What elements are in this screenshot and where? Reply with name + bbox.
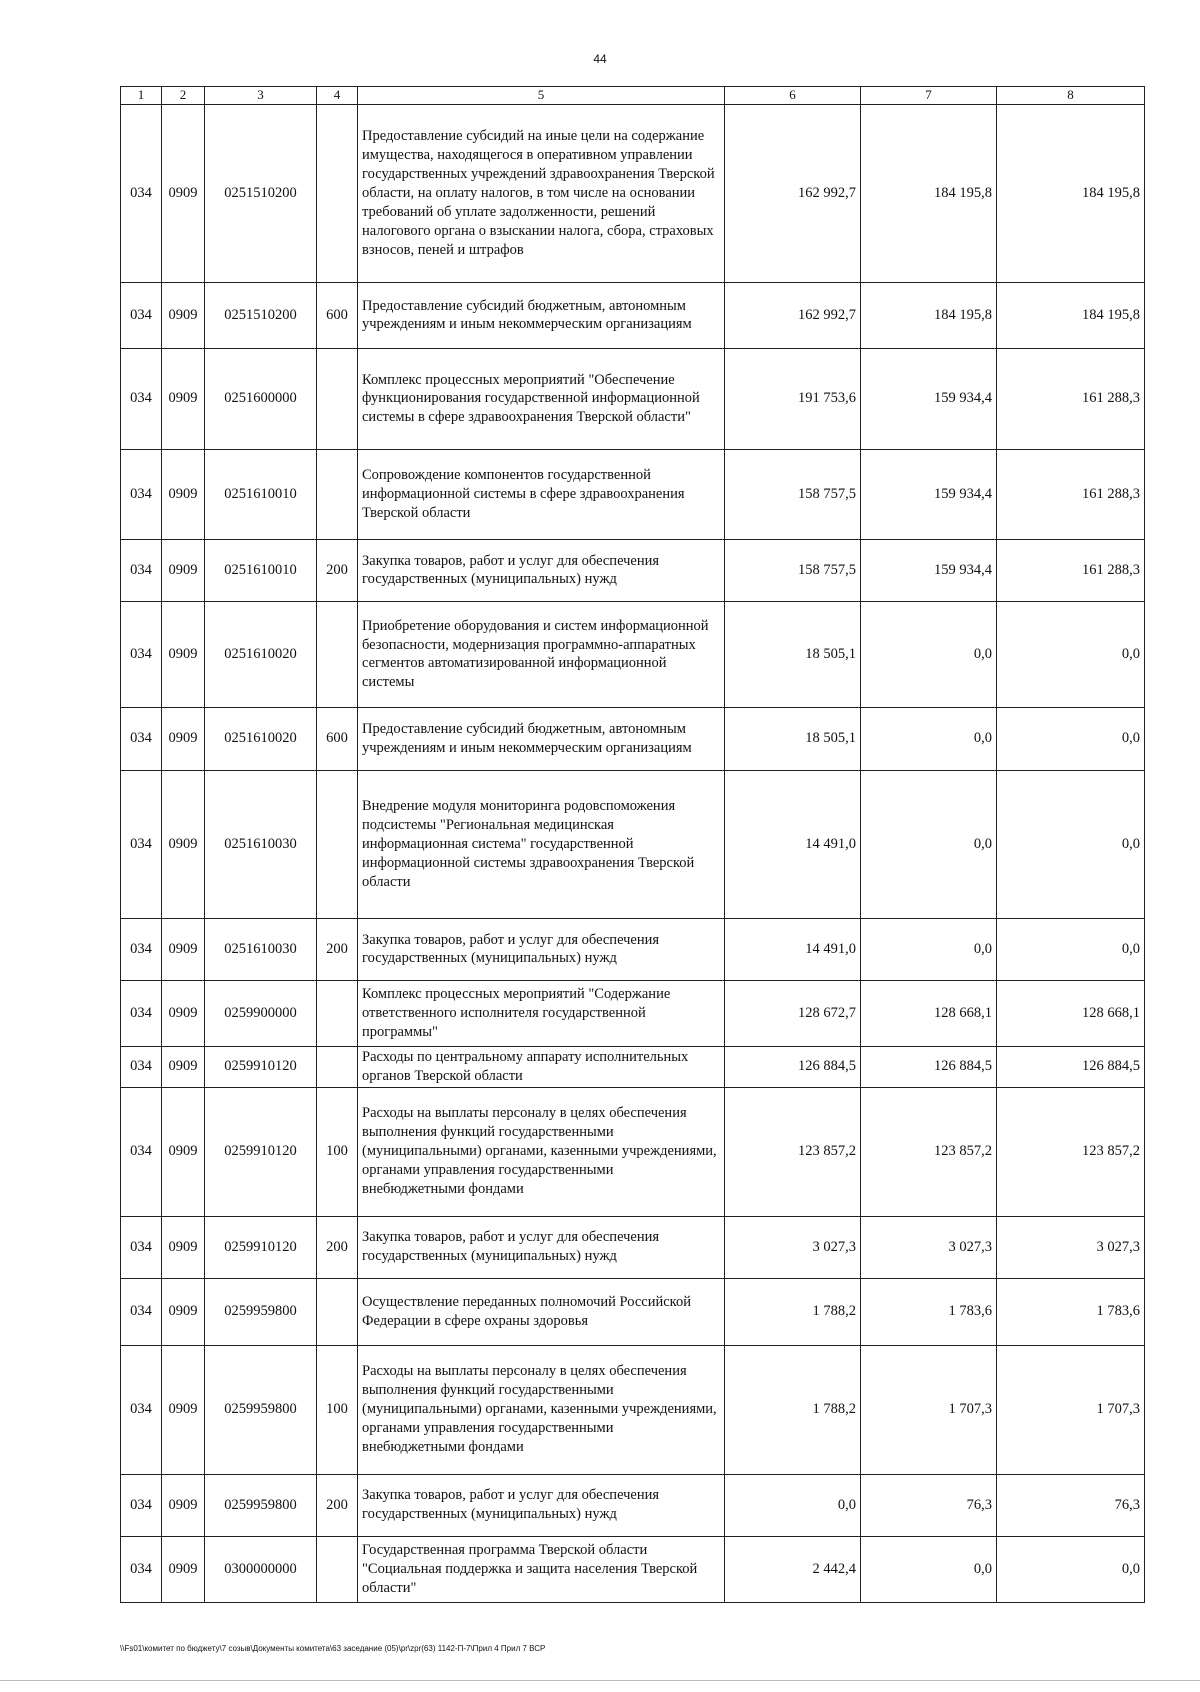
table-row	[121, 1345, 1145, 1474]
table-row	[121, 1216, 1145, 1278]
description-cell: Предоставление субсидий бюджетным, автономным учреждениям и иным некоммерческим организациям	[358, 707, 725, 770]
table-row	[121, 1278, 1145, 1345]
column-header: 7	[861, 87, 997, 105]
amount-col7-cell: 184 195,8	[861, 104, 997, 282]
column-header: 2	[162, 87, 205, 105]
ministry-code-cell: 034	[121, 770, 162, 918]
ministry-code-cell: 034	[121, 1216, 162, 1278]
expense-type-cell	[317, 104, 358, 282]
target-article-cell: 0251510200	[205, 104, 317, 282]
file-path-footer: \\Fs01\комитет по бюджету\7 созыв\Документы комитета\63 заседание (05)\pr\zpr(63) 1142-П-7\Прил 4 Прил 7 ВСР	[120, 1644, 546, 1653]
table-row	[121, 348, 1145, 449]
amount-col7-cell: 159 934,4	[861, 539, 997, 601]
amount-col8-cell: 128 668,1	[997, 980, 1145, 1046]
section-code-cell: 0909	[162, 282, 205, 348]
description-cell: Закупка товаров, работ и услуг для обеспечения государственных (муниципальных) нужд	[358, 918, 725, 980]
amount-col6-cell: 126 884,5	[725, 1046, 861, 1087]
table-row	[121, 601, 1145, 707]
amount-col6-cell: 123 857,2	[725, 1087, 861, 1216]
amount-col6-cell: 1 788,2	[725, 1345, 861, 1474]
description-cell: Расходы на выплаты персоналу в целях обеспечения выполнения функций государственными (муниципальными) органами, казенными учреждениями, органами управления государственными внебюджетными фондами	[358, 1345, 725, 1474]
table-header-row	[121, 87, 1145, 105]
amount-col6-cell: 1 788,2	[725, 1278, 861, 1345]
ministry-code-cell: 034	[121, 348, 162, 449]
amount-col8-cell: 0,0	[997, 1536, 1145, 1602]
amount-col7-cell: 1 707,3	[861, 1345, 997, 1474]
amount-col6-cell: 128 672,7	[725, 980, 861, 1046]
column-header: 8	[997, 87, 1145, 105]
description-cell: Приобретение оборудования и систем информационной безопасности, модернизация программно-аппаратных сегментов автоматизированной информационной системы	[358, 601, 725, 707]
expense-type-cell: 200	[317, 1474, 358, 1536]
amount-col8-cell: 184 195,8	[997, 282, 1145, 348]
description-cell: Предоставление субсидий бюджетным, автономным учреждениям и иным некоммерческим организациям	[358, 282, 725, 348]
ministry-code-cell: 034	[121, 1536, 162, 1602]
description-cell: Закупка товаров, работ и услуг для обеспечения государственных (муниципальных) нужд	[358, 1216, 725, 1278]
column-header: 4	[317, 87, 358, 105]
description-cell: Расходы на выплаты персоналу в целях обеспечения выполнения функций государственными (муниципальными) органами, казенными учреждениями, органами управления государственными внебюджетными фондами	[358, 1087, 725, 1216]
amount-col7-cell: 0,0	[861, 601, 997, 707]
expense-type-cell: 200	[317, 539, 358, 601]
ministry-code-cell: 034	[121, 539, 162, 601]
amount-col7-cell: 0,0	[861, 918, 997, 980]
amount-col8-cell: 1 707,3	[997, 1345, 1145, 1474]
amount-col8-cell: 0,0	[997, 707, 1145, 770]
amount-col7-cell: 0,0	[861, 1536, 997, 1602]
section-code-cell: 0909	[162, 707, 205, 770]
amount-col6-cell: 14 491,0	[725, 770, 861, 918]
amount-col8-cell: 184 195,8	[997, 104, 1145, 282]
ministry-code-cell: 034	[121, 1474, 162, 1536]
table-row	[121, 1046, 1145, 1087]
section-code-cell: 0909	[162, 449, 205, 539]
table-row	[121, 449, 1145, 539]
amount-col7-cell: 1 783,6	[861, 1278, 997, 1345]
expense-type-cell: 200	[317, 918, 358, 980]
table-row	[121, 104, 1145, 282]
table-row	[121, 1087, 1145, 1216]
table-row	[121, 770, 1145, 918]
description-cell: Комплекс процессных мероприятий "Содержание ответственного исполнителя государственной программы"	[358, 980, 725, 1046]
description-cell: Закупка товаров, работ и услуг для обеспечения государственных (муниципальных) нужд	[358, 1474, 725, 1536]
expense-type-cell	[317, 1046, 358, 1087]
description-cell: Предоставление субсидий на иные цели на содержание имущества, находящегося в оперативном управлении государственных учреждений здравоохранения Тверской области, на оплату налогов, в том числе на основании требований об уплате задолженности, решений налогового органа о взыскании налога, сбора, страховых взносов, пеней и штрафов	[358, 104, 725, 282]
amount-col6-cell: 3 027,3	[725, 1216, 861, 1278]
target-article-cell: 0251610030	[205, 770, 317, 918]
description-cell: Комплекс процессных мероприятий "Обеспечение функционирования государственной информационной системы в сфере здравоохранения Тверской области"	[358, 348, 725, 449]
amount-col6-cell: 162 992,7	[725, 104, 861, 282]
section-code-cell: 0909	[162, 1046, 205, 1087]
table-row	[121, 1536, 1145, 1602]
target-article-cell: 0259900000	[205, 980, 317, 1046]
section-code-cell: 0909	[162, 980, 205, 1046]
amount-col6-cell: 14 491,0	[725, 918, 861, 980]
expense-type-cell	[317, 601, 358, 707]
page-number: 44	[593, 52, 607, 66]
column-header: 1	[121, 87, 162, 105]
section-code-cell: 0909	[162, 1474, 205, 1536]
target-article-cell: 0251610020	[205, 601, 317, 707]
ministry-code-cell: 034	[121, 1278, 162, 1345]
ministry-code-cell: 034	[121, 449, 162, 539]
target-article-cell: 0259910120	[205, 1087, 317, 1216]
target-article-cell: 0251610010	[205, 539, 317, 601]
amount-col6-cell: 18 505,1	[725, 601, 861, 707]
amount-col8-cell: 161 288,3	[997, 539, 1145, 601]
amount-col8-cell: 161 288,3	[997, 449, 1145, 539]
expense-type-cell	[317, 1536, 358, 1602]
description-cell: Сопровождение компонентов государственной информационной системы в сфере здравоохранения Тверской области	[358, 449, 725, 539]
ministry-code-cell: 034	[121, 1087, 162, 1216]
amount-col7-cell: 0,0	[861, 707, 997, 770]
amount-col6-cell: 2 442,4	[725, 1536, 861, 1602]
target-article-cell: 0300000000	[205, 1536, 317, 1602]
amount-col7-cell: 3 027,3	[861, 1216, 997, 1278]
expense-type-cell: 600	[317, 282, 358, 348]
table-row	[121, 980, 1145, 1046]
target-article-cell: 0259910120	[205, 1216, 317, 1278]
section-code-cell: 0909	[162, 1278, 205, 1345]
column-header: 3	[205, 87, 317, 105]
expense-type-cell: 100	[317, 1087, 358, 1216]
target-article-cell: 0259959800	[205, 1345, 317, 1474]
amount-col6-cell: 158 757,5	[725, 539, 861, 601]
expense-type-cell	[317, 980, 358, 1046]
ministry-code-cell: 034	[121, 1345, 162, 1474]
amount-col6-cell: 158 757,5	[725, 449, 861, 539]
target-article-cell: 0259959800	[205, 1474, 317, 1536]
section-code-cell: 0909	[162, 918, 205, 980]
description-cell: Осуществление переданных полномочий Российской Федерации в сфере охраны здоровья	[358, 1278, 725, 1345]
amount-col7-cell: 159 934,4	[861, 449, 997, 539]
target-article-cell: 0251600000	[205, 348, 317, 449]
section-code-cell: 0909	[162, 601, 205, 707]
section-code-cell: 0909	[162, 104, 205, 282]
amount-col8-cell: 3 027,3	[997, 1216, 1145, 1278]
ministry-code-cell: 034	[121, 1046, 162, 1087]
column-header: 6	[725, 87, 861, 105]
ministry-code-cell: 034	[121, 918, 162, 980]
amount-col8-cell: 0,0	[997, 770, 1145, 918]
amount-col7-cell: 76,3	[861, 1474, 997, 1536]
expense-type-cell	[317, 1278, 358, 1345]
description-cell: Внедрение модуля мониторинга родовспоможения подсистемы "Региональная медицинская информационная система" государственной информационной системы здравоохранения Тверской области	[358, 770, 725, 918]
amount-col7-cell: 159 934,4	[861, 348, 997, 449]
table-row	[121, 1474, 1145, 1536]
table-row	[121, 539, 1145, 601]
amount-col6-cell: 191 753,6	[725, 348, 861, 449]
amount-col8-cell: 123 857,2	[997, 1087, 1145, 1216]
description-cell: Государственная программа Тверской области "Социальная поддержка и защита населения Тверской области"	[358, 1536, 725, 1602]
table-row	[121, 282, 1145, 348]
bottom-divider	[0, 1680, 1200, 1681]
section-code-cell: 0909	[162, 539, 205, 601]
expense-type-cell: 600	[317, 707, 358, 770]
section-code-cell: 0909	[162, 770, 205, 918]
ministry-code-cell: 034	[121, 980, 162, 1046]
amount-col8-cell: 76,3	[997, 1474, 1145, 1536]
amount-col8-cell: 1 783,6	[997, 1278, 1145, 1345]
amount-col7-cell: 0,0	[861, 770, 997, 918]
amount-col6-cell: 18 505,1	[725, 707, 861, 770]
amount-col7-cell: 184 195,8	[861, 282, 997, 348]
expense-type-cell	[317, 770, 358, 918]
ministry-code-cell: 034	[121, 104, 162, 282]
target-article-cell: 0251610010	[205, 449, 317, 539]
amount-col8-cell: 0,0	[997, 918, 1145, 980]
amount-col7-cell: 123 857,2	[861, 1087, 997, 1216]
expense-type-cell	[317, 449, 358, 539]
column-header: 5	[358, 87, 725, 105]
ministry-code-cell: 034	[121, 601, 162, 707]
section-code-cell: 0909	[162, 1087, 205, 1216]
amount-col8-cell: 0,0	[997, 601, 1145, 707]
target-article-cell: 0259959800	[205, 1278, 317, 1345]
amount-col8-cell: 161 288,3	[997, 348, 1145, 449]
ministry-code-cell: 034	[121, 282, 162, 348]
table-row	[121, 707, 1145, 770]
budget-table	[120, 86, 1145, 1603]
section-code-cell: 0909	[162, 348, 205, 449]
ministry-code-cell: 034	[121, 707, 162, 770]
target-article-cell: 0251610030	[205, 918, 317, 980]
description-cell: Закупка товаров, работ и услуг для обеспечения государственных (муниципальных) нужд	[358, 539, 725, 601]
expense-type-cell: 200	[317, 1216, 358, 1278]
section-code-cell: 0909	[162, 1345, 205, 1474]
expense-type-cell: 100	[317, 1345, 358, 1474]
expense-type-cell	[317, 348, 358, 449]
amount-col8-cell: 126 884,5	[997, 1046, 1145, 1087]
amount-col7-cell: 126 884,5	[861, 1046, 997, 1087]
target-article-cell: 0251510200	[205, 282, 317, 348]
amount-col6-cell: 0,0	[725, 1474, 861, 1536]
target-article-cell: 0251610020	[205, 707, 317, 770]
target-article-cell: 0259910120	[205, 1046, 317, 1087]
description-cell: Расходы по центральному аппарату исполнительных органов Тверской области	[358, 1046, 725, 1087]
table-row	[121, 918, 1145, 980]
amount-col7-cell: 128 668,1	[861, 980, 997, 1046]
amount-col6-cell: 162 992,7	[725, 282, 861, 348]
section-code-cell: 0909	[162, 1216, 205, 1278]
section-code-cell: 0909	[162, 1536, 205, 1602]
